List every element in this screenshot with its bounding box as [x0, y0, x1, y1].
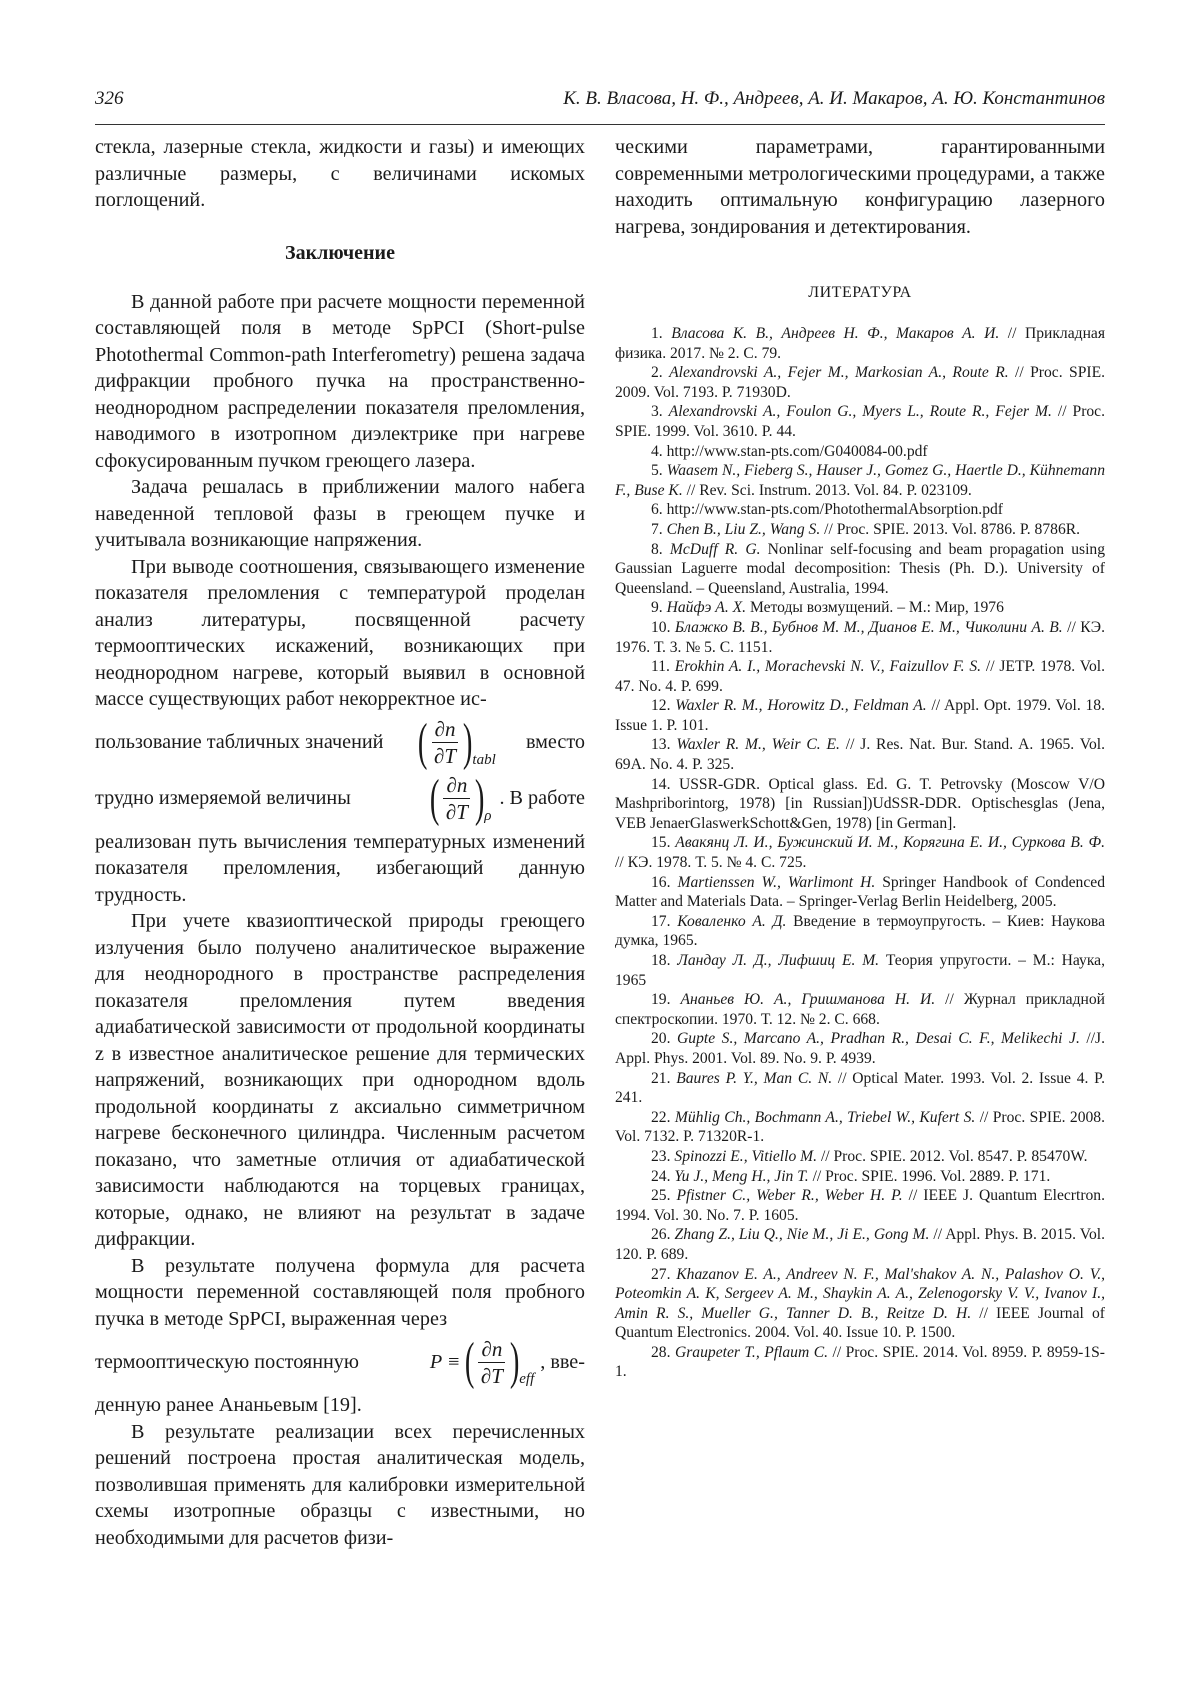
reference-details: // Appl. Phys. B. 2015. Vol. 120. P. 689.	[615, 1226, 1105, 1263]
formula-text-before: трудно измеряемой величины	[95, 787, 351, 809]
reference-item	[615, 833, 1105, 872]
formula-text-before: пользование табличных значений	[95, 731, 384, 753]
reference-details: USSR-GDR. Optical glass. Ed. G. T. Petrovsky (Moscow V/O Mashpriborintorg, 1978) [in Russian])UdSSR-DDR. Optischesglas (Jena, VEB JenaerGlaswerkSchott&Gen, 1978) [in German].	[615, 775, 1105, 832]
paragraph-continuation: стекла, лазерные стекла, жидкости и газы) и имеющих различные размеры, с величинами искомых поглощений.	[95, 136, 585, 211]
reference-number: 6.	[651, 501, 667, 519]
reference-number: 25.	[651, 1187, 677, 1205]
reference-item	[615, 442, 1105, 462]
reference-authors: Chen B., Liu Z., Wang S.	[666, 520, 821, 538]
reference-authors: Graupeter T., Pflaum C.	[674, 1343, 829, 1361]
running-head-authors: К. В. Власова, Н. Ф., Андреев, А. И. Макаров, А. Ю. Константинов	[563, 88, 1105, 109]
reference-authors: Alexandrovski A., Foulon G., Myers L., Route R., Fejer M.	[668, 403, 1052, 421]
paragraph: Задача решалась в приближении малого набега наведенной тепловой фазы в греющем пучке и учитывала возникающие напряжения.	[95, 476, 585, 551]
fraction-denominator: ∂T	[434, 744, 457, 768]
reference-number: 10.	[651, 618, 675, 636]
formula-subscript: ρ	[484, 807, 492, 824]
reference-item	[615, 363, 1105, 402]
formula-dn-dt-eff	[461, 1333, 535, 1390]
reference-number: 11.	[651, 658, 675, 676]
reference-item	[615, 520, 1105, 540]
reference-details: Введение в термоупругость. – Киев: Наукова думка, 1965.	[615, 912, 1106, 950]
reference-details: // Proc. SPIE. 2013. Vol. 8786. P. 8786R.	[820, 520, 1081, 538]
reference-item	[615, 657, 1105, 696]
reference-details: // JETP. 1978. Vol. 47. No. 4. P. 699.	[615, 658, 1105, 695]
reference-item	[615, 990, 1105, 1029]
formula-line-rho	[95, 769, 585, 827]
section-title-conclusion: Заключение	[285, 241, 395, 264]
reference-item	[615, 1108, 1105, 1147]
reference-number: 26.	[651, 1226, 675, 1244]
reference-item	[615, 1147, 1105, 1167]
references-title: ЛИТЕРАТУРА	[808, 284, 912, 301]
reference-details: // Proc. SPIE. 1999. Vol. 3610. P. 44.	[615, 403, 1106, 440]
reference-details: // Proc. SPIE. 1996. Vol. 2889. P. 171.	[808, 1167, 1051, 1185]
formula-subscript: tabl	[472, 751, 496, 768]
reference-authors: Pfistner C., Weber R., Weber H. P.	[676, 1187, 903, 1205]
right-paren: )	[509, 1333, 520, 1390]
reference-details: // J. Res. Nat. Bur. Stand. A. 1965. Vol. 69A. No. 4. P. 325.	[615, 736, 1105, 774]
reference-item	[615, 1167, 1105, 1187]
reference-authors: Spinozzi E., Vitiello M.	[674, 1147, 818, 1165]
fraction	[443, 773, 471, 824]
reference-authors: Gupte S., Marcano A., Pradhan R., Desai C. F., Melikechi J.	[677, 1030, 1080, 1048]
reference-details: // Proc. SPIE. 2009. Vol. 7193. P. 71930D.	[615, 364, 1105, 401]
reference-number: 15.	[651, 834, 676, 852]
reference-authors: Ландау Л. Д., Лифшиц Е. М.	[677, 952, 880, 969]
reference-details: // Optical Mater. 1993. Vol. 2. Issue 4. P. 241.	[615, 1069, 1105, 1107]
reference-item	[615, 1265, 1105, 1343]
reference-number: 7.	[651, 520, 667, 538]
reference-item	[615, 618, 1105, 657]
reference-details: // Rev. Sci. Instrum. 2013. Vol. 84. P. 023109.	[682, 481, 972, 499]
paragraph-continuation: реализован путь вычисления температурных изменений показателя преломления, избегающий данную трудность.	[95, 830, 585, 906]
formula-line-eff	[95, 1333, 585, 1390]
reference-item	[615, 912, 1105, 951]
reference-item	[615, 402, 1105, 441]
reference-number: 22.	[651, 1108, 675, 1126]
reference-authors: Waxler R. M., Horowitz D., Feldman A.	[675, 697, 927, 715]
reference-item	[615, 873, 1105, 912]
reference-details: // IEEE Journal of Quantum Electronics. 2004. Vol. 40. Issue 10. P. 1500.	[615, 1304, 1105, 1342]
reference-details: // IEEE J. Quantum Elecrtron. 1994. Vol. 30. No. 7. P. 1605.	[615, 1187, 1105, 1224]
reference-item	[615, 1225, 1105, 1264]
reference-authors: Martienssen W., Warlimont H.	[677, 873, 876, 891]
formula-subscript: eff	[519, 1371, 535, 1387]
reference-item	[615, 775, 1105, 834]
formula-dn-dt-rho	[426, 769, 492, 827]
reference-item	[615, 324, 1105, 363]
formula-symbol-p: P ≡	[429, 1350, 461, 1373]
reference-details: // Proc. SPIE. 2008. Vol. 7132. P. 71320R-1.	[615, 1108, 1106, 1146]
reference-details: // Appl. Opt. 1979. Vol. 18. Issue 1. P. 101.	[615, 697, 1105, 734]
reference-item	[615, 500, 1105, 520]
fraction-denominator: ∂T	[480, 1363, 503, 1388]
reference-authors: Khazanov E. A., Andreev N. F., Mal'shakov A. N., Palashov O. V., Poteomkin A. K, Sergeev A. M., Shaykin A. A., Zelenogorsky V. V., Ivanov I., Amin R. S., Mueller G., Tanner D. B., Reitze D. H.	[615, 1265, 1106, 1322]
reference-authors: Ананьев Ю. А., Гришманова Н. И.	[680, 991, 936, 1009]
paragraph: При учете квазиоптической природы греющего излучения было получено аналитическое выражение для неоднородного в пространстве распределения показателя преломления путем введения адиабатической зависимости от продольной координаты z в известное аналитическое решение для термических напряжений, возникающих при однородном вдоль продольной координаты z аксиально симметричном нагреве бесконечного цилиндра. Численным расчетом показано, что заметные отличия от адиабатической зависимости наблюдаются на торцевых границах, которые, однако, не влияют на результат в задаче дифракции.	[95, 910, 585, 1250]
reference-number: 13.	[651, 736, 677, 754]
left-paren: (	[429, 769, 439, 827]
reference-number: 17.	[651, 912, 678, 930]
reference-number: 21.	[651, 1069, 677, 1087]
paragraph: В результате реализации всех перечисленных решений построена простая аналитическая модель, позволившая применять для калибровки измерительной схемы изотропные образцы с известными, но необходимыми для расчетов физи-	[95, 1420, 585, 1549]
reference-item	[615, 1029, 1105, 1068]
reference-authors: Власова К. В., Андреев Н. Ф., Макаров А. И.	[671, 325, 1000, 342]
reference-number: 1.	[651, 325, 672, 342]
fraction-numerator: ∂n	[478, 1337, 505, 1363]
reference-details: Nonlinar self-focusing and beam propagation using Gaussian Laguerre modal decomposition: Thesis (Ph. D.). University of Queensland. – Queensland, Australia, 1994.	[615, 540, 1106, 597]
reference-number: 23.	[651, 1147, 675, 1165]
fraction	[431, 717, 459, 768]
reference-details: // Прикладная физика. 2017. № 2. С. 79.	[615, 325, 1106, 362]
reference-details: //J. Appl. Phys. 2001. Vol. 89. No. 9. P. 4939.	[615, 1030, 1106, 1067]
reference-number: 3.	[651, 403, 669, 421]
reference-number: 18.	[651, 952, 678, 969]
reference-number: 12.	[651, 697, 676, 715]
paragraph-continuation: денную ранее Ананьевым [19].	[95, 1394, 362, 1416]
reference-number: 28.	[651, 1343, 675, 1361]
reference-authors: Коваленко А. Д.	[677, 912, 787, 930]
reference-item	[615, 1069, 1105, 1108]
reference-number: 8.	[651, 540, 670, 558]
formula-text-after: . В работе	[499, 787, 585, 809]
reference-authors: Waasem N., Fieberg S., Hauser J., Gomez G., Haertle D., Kühnemann F., Buse K.	[615, 462, 1105, 499]
reference-item	[615, 1343, 1105, 1382]
right-column	[615, 134, 1105, 1382]
reference-number: 19.	[651, 991, 681, 1009]
reference-authors: Блажко В. В., Бубнов М. М., Дианов Е. М., Чиколини А. В.	[674, 618, 1063, 636]
reference-number: 24.	[651, 1167, 675, 1185]
paragraph-continuation: ческими параметрами, гарантированными современными метрологическими процедурами, а также находить оптимальную конфигурацию лазерного нагрева, зондирования и детектирования.	[615, 136, 1105, 238]
reference-authors: Waxler R. M., Weir C. E.	[676, 736, 840, 754]
reference-details: Методы возмущений. – М.: Мир, 1976	[746, 599, 1004, 617]
reference-number: 14.	[651, 775, 679, 793]
fraction-numerator: ∂n	[432, 717, 459, 743]
reference-item	[615, 735, 1105, 774]
reference-number: 2.	[651, 364, 670, 382]
reference-authors: Yu J., Meng H., Jin T.	[674, 1167, 809, 1185]
left-paren: (	[464, 1333, 474, 1390]
reference-authors: McDuff R. G.	[669, 540, 761, 558]
header-rule	[95, 124, 1105, 125]
page-header	[95, 88, 1105, 118]
reference-number: 16.	[651, 873, 678, 891]
reference-number: 27.	[651, 1265, 677, 1283]
right-paren: )	[474, 769, 485, 827]
left-column	[95, 134, 585, 1551]
formula-dn-dt-tabl	[414, 713, 496, 771]
reference-authors: Найфэ А. Х.	[666, 599, 747, 617]
fraction-denominator: ∂T	[445, 800, 468, 824]
reference-details: // Proc. SPIE. 2012. Vol. 8547. P. 85470W.	[817, 1147, 1088, 1165]
reference-details: // КЭ. 1976. Т. 3. № 5. С. 1151.	[615, 618, 1105, 656]
formula-text-after: , вве-	[540, 1350, 585, 1373]
reference-details: http://www.stan-pts.com/G040084-00.pdf	[666, 442, 928, 460]
reference-number: 5.	[651, 462, 667, 480]
left-paren: (	[417, 713, 428, 771]
reference-item	[615, 1186, 1105, 1225]
fraction	[478, 1337, 506, 1388]
reference-authors: Mühlig Ch., Bochmann A., Triebel W., Kufert S.	[674, 1108, 976, 1126]
reference-details: // Proc. SPIE. 2014. Vol. 8959. P. 8959-1S-1.	[615, 1343, 1105, 1381]
reference-item	[615, 461, 1105, 500]
reference-authors: Baures P. Y., Man C. N.	[676, 1069, 833, 1087]
reference-details: // КЭ. 1978. Т. 5. № 4. С. 725.	[615, 854, 807, 872]
paragraph: В данной работе при расчете мощности переменной составляющей поля в методе SpPCI (Short-pulse Photothermal Common-path Interferometry) решена задача дифракции пробного пучка на пространственно-неоднородном распределении показателя преломления, наводимого в изотропном диэлектрике при нагреве сфокусированным пучком греющего лазера.	[95, 290, 585, 472]
formula-text-after: вместо	[525, 731, 585, 753]
fraction-numerator: ∂n	[443, 773, 470, 799]
reference-details: Springer Handbook of Condenced Matter and Materials Data. – Springer-Verlag Berlin Heidelberg, 2005.	[615, 873, 1105, 911]
right-paren: )	[462, 713, 473, 771]
paragraph: При выводе соотношения, связывающего изменение показателя преломления с температурой проделан анализ литературы, посвященной расчету термооптических искажений, возникающих при неоднородном нагреве, который выявил в основной массе существующих работ некорректное ис-	[95, 555, 585, 710]
reference-details: // Журнал прикладной спектроскопии. 1970. Т. 12. № 2. С. 668.	[615, 991, 1105, 1028]
reference-authors: Alexandrovski A., Fejer M., Markosian A., Route R.	[669, 364, 1009, 382]
reference-authors: Авакянц Л. И., Бужинский И. М., Корягина Е. И., Суркова В. Ф.	[675, 834, 1105, 852]
references-list	[615, 324, 1105, 1382]
reference-item	[615, 951, 1105, 990]
reference-authors: Erokhin A. I., Morachevski N. V., Faizullov F. S.	[674, 658, 982, 676]
reference-number: 9.	[651, 599, 667, 617]
reference-item	[615, 598, 1105, 618]
reference-number: 4.	[651, 442, 667, 460]
formula-text-before: термооптическую постоянную	[95, 1350, 359, 1373]
formula-line-tabl	[95, 713, 585, 771]
reference-authors: Zhang Z., Liu Q., Nie M., Ji E., Gong M.	[674, 1226, 930, 1244]
paragraph: В результате получена формула для расчета мощности переменной составляющей поля пробного пучка в методе SpPCI, выраженная через	[95, 1254, 585, 1330]
reference-number: 20.	[651, 1030, 678, 1048]
reference-item	[615, 696, 1105, 735]
reference-details: Теория упругости. – М.: Наука, 1965	[615, 952, 1105, 989]
page-number: 326	[95, 88, 124, 109]
reference-item	[615, 540, 1105, 599]
reference-details: http://www.stan-pts.com/PhotothermalAbsorption.pdf	[666, 501, 1003, 519]
